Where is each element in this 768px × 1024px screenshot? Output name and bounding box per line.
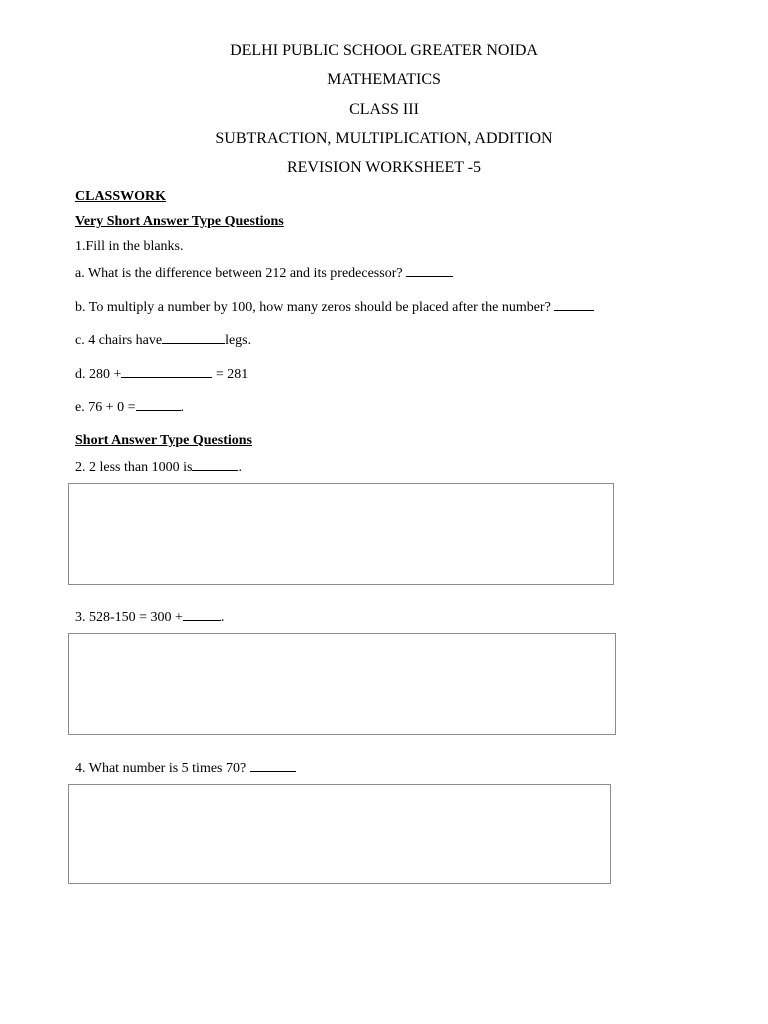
q2-question [75,458,242,476]
q1-e-before: e. 76 + 0 = [75,400,136,415]
q4-text: 4. What number is 5 times 70? [75,761,250,776]
topics-title: SUBTRACTION, MULTIPLICATION, ADDITION [215,130,553,147]
class-title: CLASS III [349,101,419,118]
q3-blank[interactable] [183,608,221,621]
q2-blank[interactable] [192,458,238,471]
q3-after: . [220,610,225,625]
q2-text: 2. 2 less than 1000 is [75,460,193,475]
q2-after: . [238,460,242,475]
classwork-heading: CLASSWORK [75,189,167,204]
q1-c-before: c. 4 chairs have [75,333,163,348]
q4-blank[interactable] [250,759,296,772]
q1-d-blank[interactable] [121,365,212,378]
q4-answer-box[interactable] [68,784,611,884]
q1-item-d [75,365,248,383]
q1-d-before: d. 280 + [75,367,122,382]
q1-c-after: legs. [225,333,252,348]
q1-item-e [75,398,184,416]
q1-b-blank[interactable] [554,298,594,311]
q1-b-text: b. To multiply a number by 100, how many zeros should be placed after the number? [75,300,555,315]
q1-item-a [75,264,453,282]
q1-item-b [75,298,594,316]
q4-question [75,759,296,777]
short-heading: Short Answer Type Questions [75,433,252,448]
q1-a-text: a. What is the difference between 212 and its predecessor? [75,266,407,281]
subject-title: MATHEMATICS [327,71,441,88]
q3-text: 3. 528-150 = 300 + [75,610,183,625]
worksheet-title: REVISION WORKSHEET -5 [286,159,482,176]
q3-question [75,608,224,626]
q1-e-blank[interactable] [136,398,181,411]
q1-intro: 1.Fill in the blanks. [75,239,184,254]
q1-e-after: . [180,400,185,415]
very-short-heading: Very Short Answer Type Questions [75,214,284,229]
q1-c-blank[interactable] [162,331,225,344]
q1-a-blank[interactable] [406,264,453,277]
q1-d-after: = 281 [215,367,249,382]
q2-answer-box[interactable] [68,483,614,585]
school-name: DELHI PUBLIC SCHOOL GREATER NOIDA [230,42,538,59]
q3-answer-box[interactable] [68,633,616,735]
q1-item-c [75,331,251,349]
